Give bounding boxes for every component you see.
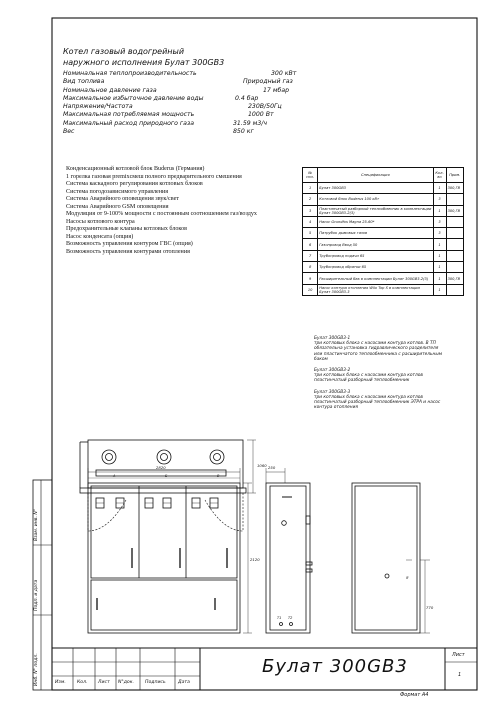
param-row: Вид топлива Природный газ (63, 78, 293, 86)
spec-row: 1 Булат 300GB3 1 300,ГВ (303, 183, 464, 194)
paper-format: Формат А4 (400, 692, 429, 698)
feature-item: 1 горелка газовая premixсмеш полного предварительного смешения (66, 173, 242, 180)
param-row: Номинальное давление газа 17 мбар (63, 86, 290, 94)
spec-row: 7 Трубопровод подачи 65 1 (303, 250, 464, 261)
param-row: Максимальное избыточное давление воды 0.4 бар (63, 94, 259, 102)
note-text: три котловых блока с насосами контура котлов пластинчатый разборный теплообменник ЭТРА и насос контура отопления (314, 394, 441, 411)
rear-view-drawing (352, 483, 430, 633)
feature-item: Возможность управления контуром ГВС (опция) (66, 241, 193, 247)
spec-header (303, 168, 464, 183)
col-doc: N°док. (118, 680, 134, 685)
spec-h-qty: Кол-во (433, 168, 446, 183)
side-inv-podl: Инб. N° подл. (34, 653, 39, 686)
feature-item: Насосы котлового контура (66, 218, 135, 225)
side-view-drawing (266, 468, 312, 633)
spec-row: 6 Газопровод Ввод 50 1 (303, 239, 464, 250)
dim-door-height: 770 (426, 605, 434, 610)
variant-notes (314, 336, 446, 410)
feature-item: Конденсационный котловой блок Buderus (Германия) (66, 166, 205, 172)
feature-item: Модуляция от 9-100% мощности с постоянным соотношением газ/воздух (66, 211, 257, 217)
dim-side-width: 250 (268, 465, 276, 470)
feature-item: Система погодозависимого управления (66, 188, 169, 195)
spec-row: 9 Расширительный бак в комплектации Булат 300GB3-2(3) 1 300,ГВ (303, 273, 464, 284)
param-row: Номинальная теплопроизводительность 300 кВт (63, 70, 297, 77)
spec-h-title: Спецификация (318, 168, 433, 183)
title-line-1: Котел газовый водогрейный (63, 47, 185, 56)
feature-item: Система Аварийного оповещения звук/свет (66, 196, 179, 202)
sheet-number: 1 (458, 672, 462, 678)
note-head: Булат 300GB3-3 (314, 389, 351, 395)
spec-h-note: Прим. (446, 168, 463, 183)
col-list: Лист (98, 680, 110, 685)
dim-front-width: 2820 (156, 465, 166, 470)
spec-row: 4 Насос Grundfos Magna 25-60* 3 (303, 216, 464, 227)
dim-top-height: 1060 (257, 463, 267, 468)
mark-v: В (217, 474, 220, 478)
spec-row: 2 Котловой блок Buderus 100 кВт 3 (303, 194, 464, 205)
param-row: Максимальный расход природного газа 31.59 м3/ч (63, 119, 268, 127)
spec-row: 10 Насос контура отопления Wilo Top S в комплектации Булат 300GB3-3 1 (303, 284, 464, 295)
feature-item: Предохранительные клапаны котловых блоков (66, 226, 187, 232)
specification-table (302, 167, 464, 296)
spec-row: 8 Трубопровод обратки 65 1 (303, 262, 464, 273)
title-line-2: наружного исполнения Булат 300GB3 (63, 58, 225, 67)
feature-item: Система Аварийного GSM оповещения (66, 203, 169, 210)
param-row: Максимальная потребляемая мощность 1000 Вт (63, 111, 274, 119)
note-text: три котловых блока с насосами контура котлов. В ТП обязательна установка гидравлического разделителя или пластинчатого теплообменника с расширительным баком (314, 341, 442, 362)
param-row: Вес 850 кг (63, 128, 254, 136)
mark-a: А (113, 474, 116, 478)
feature-item: Возможность управления контурами отопления (66, 248, 190, 255)
side-t1: Т1 (277, 616, 282, 620)
top-view-drawing (80, 440, 256, 531)
dim-front-height: 2120 (250, 557, 260, 562)
mark-b: Б (165, 474, 168, 478)
col-date: Дата (178, 680, 190, 685)
parameters-list (63, 70, 313, 136)
spec-row: 3 Пластинчатый разборный теплообменник в комплектации Булат 300GB3-2(3) 1 300,ГВ (303, 205, 464, 216)
feature-item: Система каскадного регулирования котловых блоков (66, 181, 203, 187)
product-name-stamp: Булат 300GB3 (262, 656, 408, 677)
spec-row: 5 Патрубок дымовых газов 3 (303, 228, 464, 239)
col-sign: Подпись (145, 680, 166, 685)
param-row: Напряжение/Частота 230В/50Гц (63, 103, 282, 111)
note-head: Булат 300GB3-2 (314, 368, 351, 374)
side-t2: Т2 (288, 616, 293, 620)
features-list (66, 166, 257, 256)
mark-ya: Я (406, 576, 409, 580)
col-izm: Изм. (55, 680, 66, 685)
note-head: Булат 300GB3-1 (314, 336, 351, 341)
col-kol: Кол. (77, 680, 88, 685)
feature-item: Насос конденсата (опция) (66, 233, 134, 240)
product-title (63, 46, 224, 68)
spec-h-no: № поз. (303, 168, 318, 183)
side-vzam-inv: Взам. инв. N° (34, 508, 39, 541)
note-text: три котловых блока с насосами контура котлов пластинчатый разборный теплообменник (314, 373, 423, 384)
side-podp-data: Подп. и дата (34, 579, 39, 611)
sheet-label: Лист (452, 652, 465, 658)
